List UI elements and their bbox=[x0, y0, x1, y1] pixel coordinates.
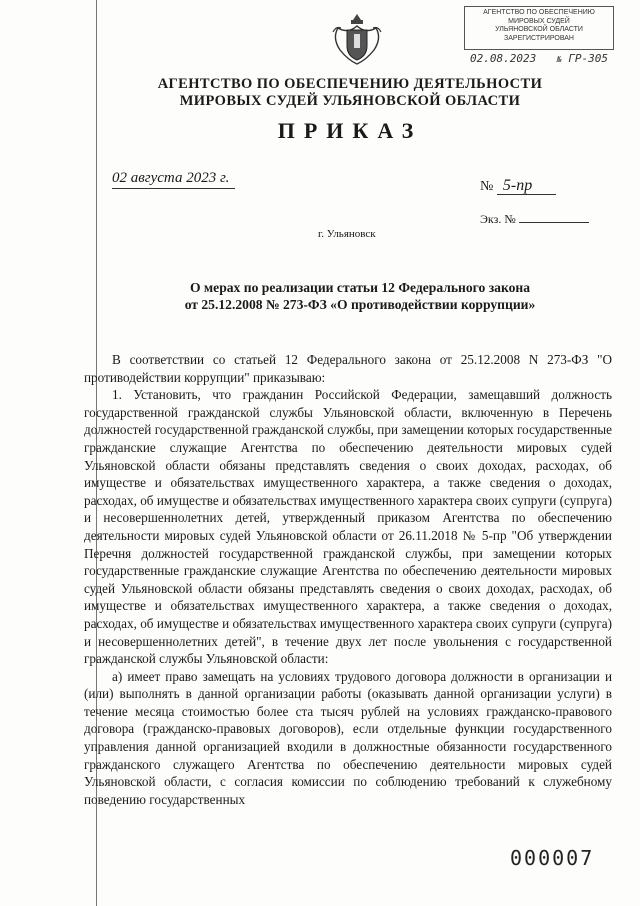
stamp-line: ЗАРЕГИСТРИРОВАН bbox=[504, 34, 574, 42]
stamp-line: УЛЬЯНОВСКОЙ ОБЛАСТИ bbox=[495, 26, 583, 33]
copy-number-label: Экз. № bbox=[480, 212, 516, 226]
registration-stamp bbox=[464, 6, 614, 50]
order-number bbox=[480, 177, 556, 195]
stamp-line: АГЕНТСТВО ПО ОБЕСПЕЧЕНИЮ bbox=[483, 9, 595, 16]
body-paragraph: а) имеет право замещать на условиях трудового договора должности в организации и (или) выполнять в данной организации работы (оказывать данной организации услуги) в течение месяца стоимостью более ста тысяч рублей на условиях гражданско-правового договора (гражданско-правовых договоров), если отдельные функции государственного управления данной организацией входили в должностные обязанности государственного гражданского служащего Агентства по обеспечению деятельности мировых судей Ульяновской области, с согласия комиссии по соблюдению требований к служебному поведению государственных bbox=[84, 668, 612, 807]
agency-name-line1: АГЕНТСТВО ПО ОБЕСПЕЧЕНИЮ ДЕЯТЕЛЬНОСТИ bbox=[157, 76, 543, 92]
handwritten-date: 02 августа 2023 г. bbox=[112, 170, 235, 189]
stamp-number-prefix: № bbox=[556, 55, 562, 64]
order-number-label: № bbox=[480, 179, 494, 194]
order-number-value: 5-пр bbox=[497, 177, 556, 195]
agency-name bbox=[150, 76, 550, 110]
stamp-date: 02.08.2023 bbox=[470, 52, 537, 65]
city: г. Ульяновск bbox=[318, 228, 376, 240]
stamp-registration-record bbox=[470, 52, 620, 65]
body-paragraph: В соответствии со статьей 12 Федерального закона от 25.12.2008 N 273-ФЗ "О противодействии коррупции" приказываю: bbox=[84, 352, 612, 385]
order-heading-line1: О мерах по реализации статьи 12 Федерального закона bbox=[189, 280, 531, 295]
coat-of-arms-emblem bbox=[330, 10, 384, 70]
page-number: 000007 bbox=[510, 846, 595, 870]
stamp-number: ГР-305 bbox=[568, 52, 609, 65]
body-paragraph: 1. Установить, что гражданин Российской Федерации, замещавший должность государственной гражданской службы Ульяновской области, включенную в Перечень должностей государственной гражданской службы, при замещении которых государственные гражданские служащие Агентства по обеспечению деятельности мировых судей Ульяновской области обязаны представлять сведения о своих доходах, расходах, об имуществе и обязательствах имущественного характера, а также сведения о доходах, расходах, об имуществе и обязательствах имущественного характера своих супруги (супруга) и несовершеннолетних детей, утвержденный приказом Агентства по обеспечению деятельности мировых судей Ульяновской области от 26.11.2018 № 5-пр "Об утверждении Перечня должностей государственной гражданской службы, при замещении которых государственные гражданские служащие Агентства по обеспечению деятельности мировых судей Ульяновской области обязаны представлять сведения о своих доходах, расходах, об имуществе и обязательствах имущественного характера, а также сведения о доходах, расходах, об имуществе и обязательствах имущественного характера своих супруги (супруга) и несовершеннолетних детей", в течение двух лет после увольнения с государственной гражданской службы Ульяновской области: bbox=[84, 387, 612, 667]
order-heading bbox=[120, 279, 600, 313]
agency-name-line2: МИРОВЫХ СУДЕЙ УЛЬЯНОВСКОЙ ОБЛАСТИ bbox=[179, 93, 521, 109]
copy-number-blank bbox=[519, 222, 589, 223]
order-body bbox=[84, 351, 612, 808]
order-heading-line2: от 25.12.2008 № 273-ФЗ «О противодействии коррупции» bbox=[184, 297, 536, 312]
stamp-line: МИРОВЫХ СУДЕЙ bbox=[508, 17, 570, 25]
copy-number bbox=[480, 212, 589, 227]
document-type-title: ПРИКАЗ bbox=[277, 118, 423, 143]
